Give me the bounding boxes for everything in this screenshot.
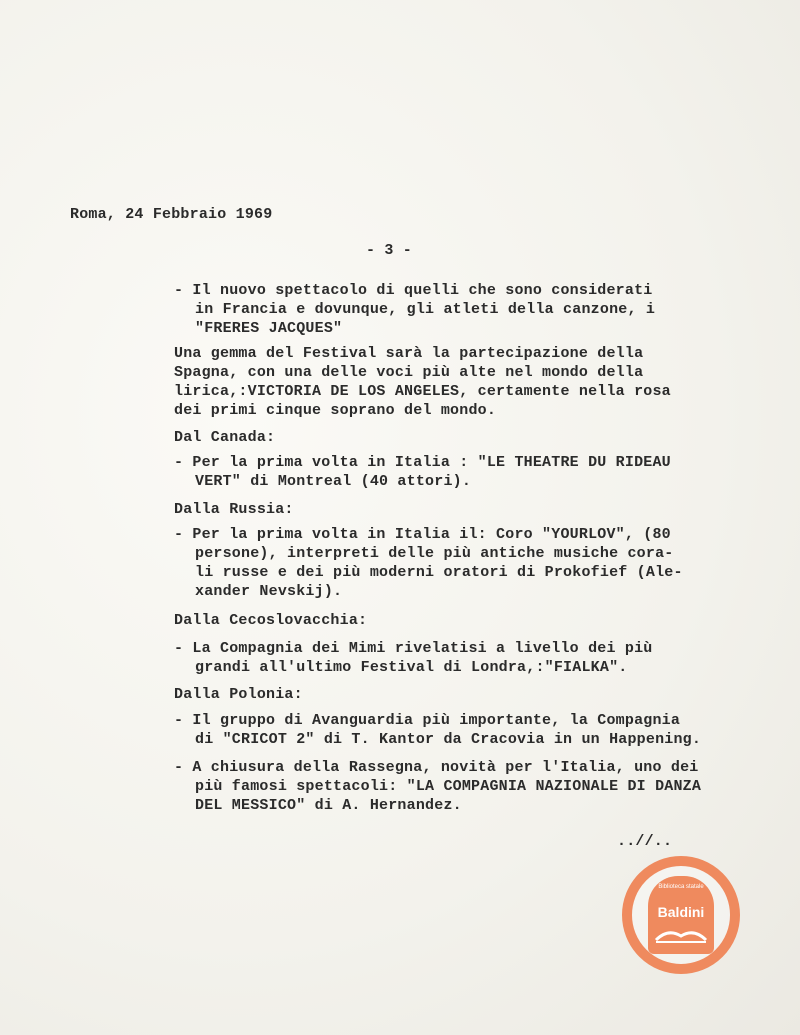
poland-item2-line1: - A chiusura della Rassegna, novità per l'Italia, uno dei [174,759,699,776]
item-freres-line2: in Francia e dovunque, gli atleti della canzone, i [195,301,656,318]
russia-line3: li russe e dei più moderni oratori di Prokofief (Ale- [195,564,683,581]
section-heading-czech: Dalla Cecoslovacchia: [174,612,368,629]
library-stamp-logo [622,856,740,974]
stamp-name: Baldini [657,904,705,920]
canada-line1: - Per la prima volta in Italia : "LE THEATRE DU RIDEAU [174,454,671,471]
poland-item1-line2: di "CRICOT 2" di T. Kantor da Cracovia in un Happening. [195,731,702,748]
spain-line1: Una gemma del Festival sarà la partecipazione della [174,345,644,362]
stamp-small-text: Biblioteca statale [658,884,704,890]
poland-item2-line2: più famosi spettacoli: "LA COMPAGNIA NAZIONALE DI DANZA [195,778,702,795]
spain-line2: Spagna, con una delle voci più alte nel mondo della [174,364,644,381]
russia-line1: - Per la prima volta in Italia il: Coro "YOURLOV", (80 [174,526,671,543]
russia-line4: xander Nevskij). [195,583,343,600]
poland-item2-line3: DEL MESSICO" di A. Hernandez. [195,797,462,814]
page-number: - 3 - [366,242,413,259]
item-freres-line1: - Il nuovo spettacolo di quelli che sono considerati [174,282,653,299]
continuation-mark: ..//.. [617,833,673,850]
spain-line4: dei primi cinque soprano del mondo. [174,402,497,419]
section-heading-canada: Dal Canada: [174,429,276,446]
canada-line2: VERT" di Montreal (40 attori). [195,473,472,490]
item-freres-line3: "FRERES JACQUES" [195,320,343,337]
czech-line1: - La Compagnia dei Mimi rivelatisi a livello dei più [174,640,653,657]
document-date: Roma, 24 Febbraio 1969 [70,206,273,223]
czech-line2: grandi all'ultimo Festival di Londra,:"FIALKA". [195,659,628,676]
section-heading-russia: Dalla Russia: [174,501,294,518]
spain-line3: lirica,:VICTORIA DE LOS ANGELES, certamente nella rosa [174,383,671,400]
open-book-icon [654,926,708,944]
section-heading-poland: Dalla Polonia: [174,686,303,703]
poland-item1-line1: - Il gruppo di Avanguardia più importante, la Compagnia [174,712,681,729]
russia-line2: persone), interpreti delle più antiche musiche cora- [195,545,674,562]
